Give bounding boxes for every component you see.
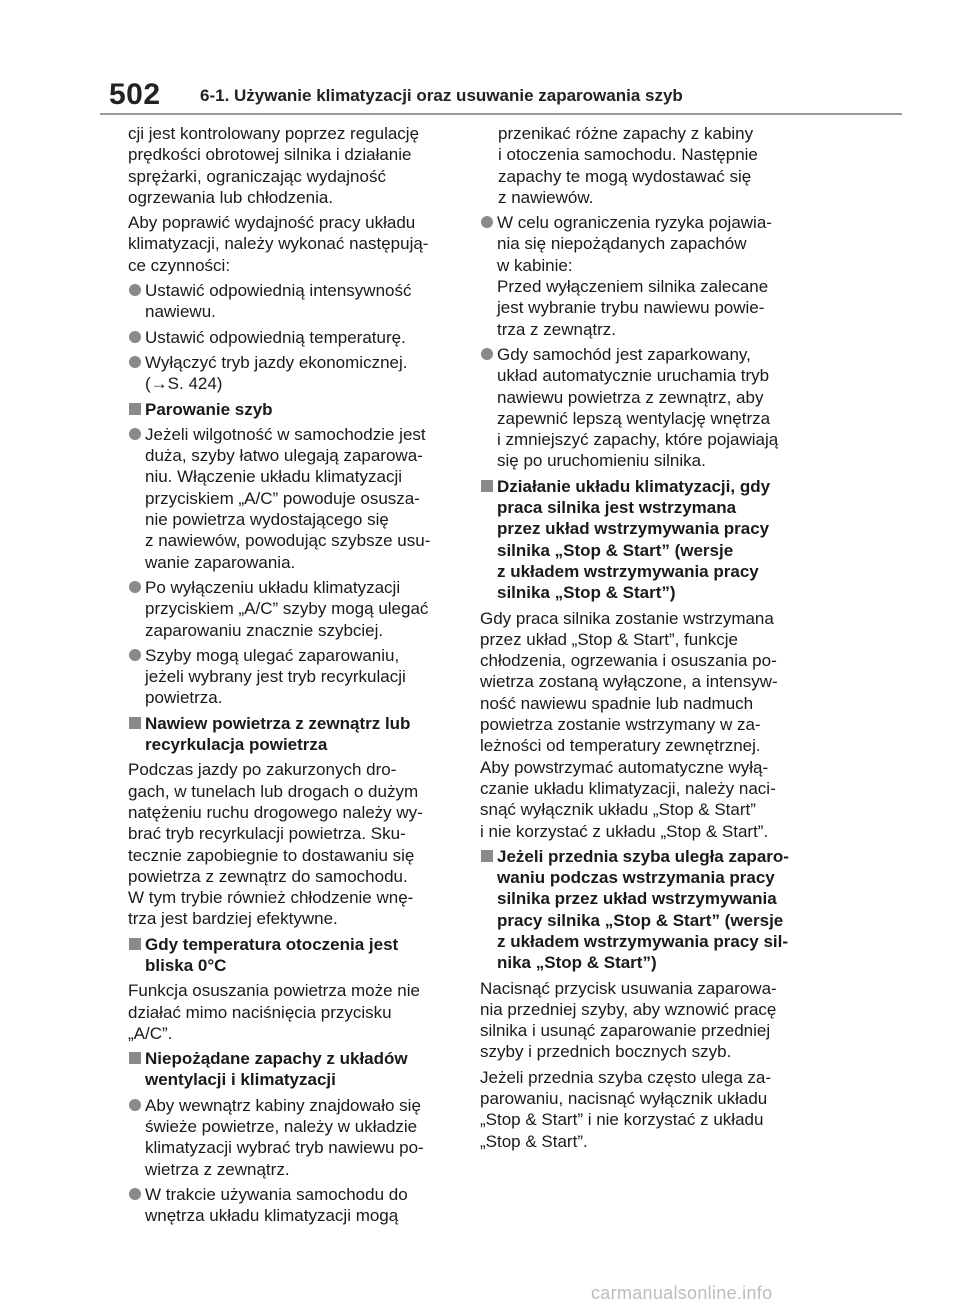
text-line: W trakcie używania samochodu do xyxy=(145,1184,408,1204)
text-line: parowaniu, nacisnąć wyłącznik układu xyxy=(480,1089,768,1109)
text-line: przyciskiem „A/C” szyby mogą ulegać xyxy=(145,599,429,619)
text-line: silnika przez układ wstrzymywania xyxy=(497,889,777,909)
header-divider xyxy=(100,113,902,115)
bullet-dot-icon xyxy=(129,284,141,296)
text-line: silnika „Stop & Start”) xyxy=(497,583,676,603)
bullet-item xyxy=(128,327,453,348)
text-line: Jeżeli wilgotność w samochodzie jest xyxy=(145,424,426,444)
text-line: chłodzenia, ogrzewania i osuszania po- xyxy=(480,651,777,671)
text-line: recyrkulacja powietrza xyxy=(145,735,328,755)
paragraph xyxy=(480,1067,805,1152)
heading-square-icon xyxy=(481,480,493,492)
text-line: nia przedniej szyby, aby wznowić pracę xyxy=(480,999,777,1019)
text-line: Szyby mogą ulegać zaparowaniu, xyxy=(145,645,400,665)
watermark: carmanualsonline.info xyxy=(591,1283,773,1303)
subsection-heading xyxy=(480,476,805,604)
bullet-item xyxy=(128,352,453,395)
text-line: Wyłączyć tryb jazdy ekonomicznej. xyxy=(145,352,408,372)
subsection-heading xyxy=(128,934,453,977)
text-line: szyby i przednich bocznych szyb. xyxy=(480,1042,732,1062)
subsection-heading xyxy=(128,713,453,756)
text-line: W tym trybie również chłodzenie wnę- xyxy=(128,888,414,908)
bullet-item xyxy=(128,280,453,323)
text-line: Niepożądane zapachy z układów xyxy=(145,1049,408,1069)
text-line: ce czynności: xyxy=(128,255,231,275)
text-line: wentylacji i klimatyzacji xyxy=(145,1070,336,1090)
bullet-dot-icon xyxy=(129,331,141,343)
text-line: zapachy te mogą wydostawać się xyxy=(498,166,752,186)
text-line: wanie zaparowania. xyxy=(145,552,296,572)
bullet-item xyxy=(480,212,805,340)
text-line: klimatyzacji wybrać tryb nawiewu po- xyxy=(145,1138,424,1158)
page-header xyxy=(0,0,960,120)
paragraph xyxy=(480,978,805,1063)
text-line: czanie układu klimatyzacji, należy naci- xyxy=(480,778,776,798)
text-line: klimatyzacji, należy wykonać następują- xyxy=(128,234,429,254)
text-line: Ustawić odpowiednią temperaturę. xyxy=(145,327,406,347)
text-line: waniu podczas wstrzymania pracy xyxy=(497,868,775,888)
text-line: zapewnić lepszą wentylację wnętrza xyxy=(497,408,771,428)
text-line: (→S. 424) xyxy=(145,374,223,394)
text-line: Nawiew powietrza z zewnątrz lub xyxy=(145,713,411,733)
text-line: W celu ograniczenia ryzyka pojawia- xyxy=(497,213,772,233)
text-line: Nacisnąć przycisk usuwania zaparowa- xyxy=(480,978,777,998)
subsection-heading xyxy=(128,399,453,420)
paragraph xyxy=(128,980,453,1044)
text-line: natężeniu ruchu drogowego należy wy- xyxy=(128,802,423,822)
bullet-dot-icon xyxy=(129,1099,141,1111)
text-line: powietrza. xyxy=(145,688,223,708)
text-line: przyciskiem „A/C” powoduje osusza- xyxy=(145,488,420,508)
bullet-item xyxy=(128,424,453,573)
text-line: silnika i usunąć zaparowanie przedniej xyxy=(480,1021,771,1041)
text-line: Jeżeli przednia szyba często ulega za- xyxy=(480,1067,772,1087)
text-line: działać mimo naciśnięcia przycisku xyxy=(128,1002,392,1022)
text-line: wnętrza układu klimatyzacji mogą xyxy=(145,1206,399,1226)
paragraph xyxy=(128,123,453,208)
bullet-item xyxy=(128,577,453,641)
bullet-dot-icon xyxy=(129,581,141,593)
text-line: bliska 0°C xyxy=(145,955,227,975)
text-line: w kabinie: xyxy=(497,255,573,275)
text-line: jeżeli wybrany jest tryb recyrkulacji xyxy=(145,667,406,687)
right-column xyxy=(480,123,805,1156)
heading-square-icon xyxy=(129,938,141,950)
text-line: ogrzewania lub chłodzenia. xyxy=(128,187,334,207)
section-title: 6-1. Używanie klimatyzacji oraz usuwanie zaparowania szyb xyxy=(200,86,683,105)
bullet-dot-icon xyxy=(129,1188,141,1200)
left-column xyxy=(128,123,453,1231)
text-line: wietrza zostaną wyłączone, a intensyw- xyxy=(480,672,778,692)
text-line: Podczas jazdy po zakurzonych dro- xyxy=(128,760,397,780)
text-line: snąć wyłącznik układu „Stop & Start” xyxy=(480,800,756,820)
text-line: niu. Włączenie układu klimatyzacji xyxy=(145,467,402,487)
bullet-item xyxy=(480,344,805,472)
subsection-heading xyxy=(128,1048,453,1091)
text-line: nika „Stop & Start”) xyxy=(497,953,657,973)
text-line: z nawiewów. xyxy=(498,187,594,207)
text-line: Ustawić odpowiednią intensywność xyxy=(145,281,412,301)
text-line: Po wyłączeniu układu klimatyzacji xyxy=(145,577,401,597)
bullet-item xyxy=(128,1184,453,1227)
page-number: 502 xyxy=(109,78,161,111)
text-line: gach, w tunelach lub drogach o dużym xyxy=(128,781,419,801)
text-line: Aby wewnątrz kabiny znajdowało się xyxy=(145,1095,421,1115)
text-line: praca silnika jest wstrzymana xyxy=(497,498,737,518)
text-line: układ automatycznie uruchamia tryb xyxy=(497,366,770,386)
text-line: z nawiewów, powodując szybsze usu- xyxy=(145,531,431,551)
bullet-dot-icon xyxy=(481,348,493,360)
text-line: „Stop & Start” i nie korzystać z układu xyxy=(480,1110,764,1130)
text-line: z układem wstrzymywania pracy xyxy=(497,561,759,581)
text-line: nawiewu powietrza z zewnątrz, aby xyxy=(497,387,764,407)
text-line: duża, szyby łatwo ulegają zaparowa- xyxy=(145,446,423,466)
text-line: nia się niepożądanych zapachów xyxy=(497,234,747,254)
text-line: Aby poprawić wydajność pracy układu xyxy=(128,213,416,233)
text-line: zaparowaniu znacznie szybciej. xyxy=(145,620,384,640)
text-line: i zmniejszyć zapachy, które pojawiają xyxy=(497,430,779,450)
text-line: Gdy praca silnika zostanie wstrzymana xyxy=(480,608,774,628)
text-line: przez układ wstrzymywania pracy xyxy=(497,519,770,539)
text-line: leżności od temperatury zewnętrznej. xyxy=(480,736,761,756)
text-line: brać tryb recyrkulacji powietrza. Sku- xyxy=(128,824,406,844)
text-line: „Stop & Start”. xyxy=(480,1131,588,1151)
text-line: się po uruchomieniu silnika. xyxy=(497,451,706,471)
text-line: „A/C”. xyxy=(128,1023,173,1043)
text-line: nawiewu. xyxy=(145,302,216,322)
text-line: Gdy samochód jest zaparkowany, xyxy=(497,344,751,364)
heading-square-icon xyxy=(129,717,141,729)
text-line: powietrza z zewnątrz do samochodu. xyxy=(128,866,408,886)
text-line: Aby powstrzymać automatyczne wyłą- xyxy=(480,757,769,777)
bullet-dot-icon xyxy=(481,216,493,228)
text-line: prędkości obrotowej silnika i działanie xyxy=(128,145,412,165)
text-line: świeże powietrze, należy w układzie xyxy=(145,1117,418,1137)
heading-square-icon xyxy=(129,1052,141,1064)
text-line: Gdy temperatura otoczenia jest xyxy=(145,934,399,954)
text-line: przenikać różne zapachy z kabiny xyxy=(498,124,754,143)
paragraph xyxy=(128,759,453,929)
text-line: trza z zewnątrz. xyxy=(497,319,617,339)
bullet-dot-icon xyxy=(129,356,141,368)
paragraph xyxy=(480,608,805,842)
text-line: powietrza zostanie wstrzymany w za- xyxy=(480,715,761,735)
text-line: silnika „Stop & Start” (wersje xyxy=(497,540,734,560)
paragraph xyxy=(128,212,453,276)
text-line: i otoczenia samochodu. Następnie xyxy=(498,145,758,165)
bullet-item xyxy=(128,645,453,709)
text-line: z układem wstrzymywania pracy sil- xyxy=(497,931,789,951)
text-line: jest wybranie trybu nawiewu powie- xyxy=(497,298,765,318)
text-line: Jeżeli przednia szyba uległa zaparo- xyxy=(497,846,789,866)
text-line: sprężarki, ograniczając wydajność xyxy=(128,166,386,186)
paragraph xyxy=(480,123,805,208)
text-line: tecznie zapobiegnie to dostawaniu się xyxy=(128,845,415,865)
bullet-dot-icon xyxy=(129,428,141,440)
text-line: pracy silnika „Stop & Start” (wersje xyxy=(497,910,784,930)
text-line: wietrza z zewnątrz. xyxy=(145,1159,290,1179)
text-line: Działanie układu klimatyzacji, gdy xyxy=(497,476,771,496)
text-line: Przed wyłączeniem silnika zalecane xyxy=(497,277,769,297)
text-line: nie powietrza wydostającego się xyxy=(145,510,389,530)
text-line: przez układ „Stop & Start”, funkcje xyxy=(480,629,738,649)
text-line: i nie korzystać z układu „Stop & Start”. xyxy=(480,821,769,841)
text-line: cji jest kontrolowany poprzez regulację xyxy=(128,124,420,143)
text-line: trza jest bardziej efektywne. xyxy=(128,909,338,929)
subsection-heading xyxy=(480,846,805,974)
text-line: ność nawiewu spadnie lub nadmuch xyxy=(480,693,754,713)
bullet-dot-icon xyxy=(129,649,141,661)
heading-square-icon xyxy=(481,850,493,862)
text-line: Parowanie szyb xyxy=(145,399,273,419)
text-line: Funkcja osuszania powietrza może nie xyxy=(128,981,420,1001)
bullet-item xyxy=(128,1095,453,1180)
heading-square-icon xyxy=(129,403,141,415)
